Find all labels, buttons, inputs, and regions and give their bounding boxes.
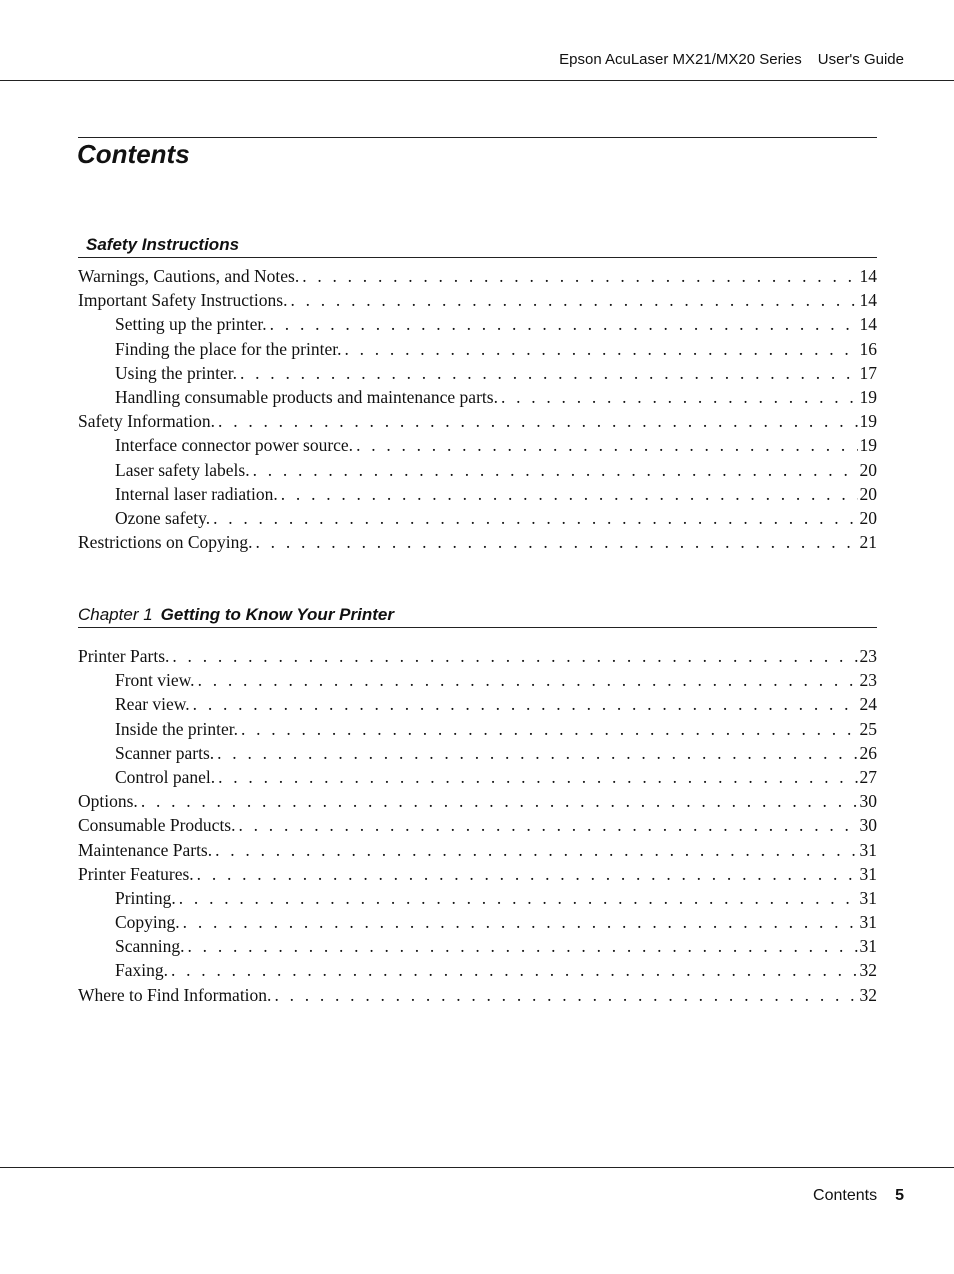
- chapter-label: Chapter 1: [78, 605, 153, 624]
- toc-subentry[interactable]: Control panel. . . . 27: [78, 765, 877, 789]
- toc-subentry[interactable]: Interface connector power source. . . . 19: [78, 433, 877, 457]
- toc-entry[interactable]: Printer Features. . . . 31: [78, 862, 877, 886]
- toc-list-chapter-1: [78, 644, 877, 1007]
- toc-subentry[interactable]: Handling consumable products and maintenance parts. . . . 19: [78, 385, 877, 409]
- toc-subentry[interactable]: Laser safety labels. . . . 20: [78, 458, 877, 482]
- toc-subentry[interactable]: Ozone safety. . . . 20: [78, 506, 877, 530]
- toc-entry[interactable]: Maintenance Parts. . . . 31: [78, 838, 877, 862]
- toc-subentry[interactable]: Scanning. . . . 31: [78, 934, 877, 958]
- page-title: Contents: [77, 139, 190, 169]
- header-guide: User's Guide: [817, 51, 904, 68]
- toc-subentry[interactable]: Inside the printer. . . . 25: [78, 717, 877, 741]
- toc-subentry[interactable]: Scanner parts. . . . 26: [78, 741, 877, 765]
- footer-rule: [0, 1167, 954, 1168]
- page-header: [559, 51, 904, 68]
- toc-subentry[interactable]: Front view. . . . 23: [78, 668, 877, 692]
- toc-subentry[interactable]: Rear view. . . . 24: [78, 692, 877, 716]
- page-number: 5: [895, 1187, 904, 1204]
- toc-entry[interactable]: Where to Find Information. . . . 32: [78, 983, 877, 1007]
- toc-entry[interactable]: Printer Parts. . . . 23: [78, 644, 877, 668]
- toc-subentry[interactable]: Setting up the printer. . . . 14: [78, 312, 877, 336]
- footer-label: Contents: [813, 1187, 878, 1204]
- toc-list-safety: [78, 264, 877, 554]
- toc-subentry[interactable]: Using the printer. . . . 17: [78, 361, 877, 385]
- toc-subentry[interactable]: Faxing. . . . 32: [78, 958, 877, 982]
- toc-entry[interactable]: Options. . . . 30: [78, 789, 877, 813]
- toc-entry[interactable]: Consumable Products. . . . 30: [78, 813, 877, 837]
- toc-subentry[interactable]: Finding the place for the printer. . . . 16: [78, 337, 877, 361]
- toc-subentry[interactable]: Internal laser radiation. . . . 20: [78, 482, 877, 506]
- toc-entry[interactable]: Restrictions on Copying. . . . 21: [78, 530, 877, 554]
- section-heading-chapter-1: [78, 604, 877, 628]
- toc-entry[interactable]: Important Safety Instructions. . . . 14: [78, 288, 877, 312]
- section-title: Getting to Know Your Printer: [160, 605, 394, 624]
- section-title: Safety Instructions: [86, 235, 240, 254]
- toc-entry[interactable]: Safety Information. . . . 19: [78, 409, 877, 433]
- toc-subentry[interactable]: Copying. . . . 31: [78, 910, 877, 934]
- header-product: Epson AcuLaser MX21/MX20 Series: [559, 51, 802, 68]
- toc-subentry[interactable]: Printing. . . . 31: [78, 886, 877, 910]
- section-heading-safety: [78, 234, 877, 258]
- toc-entry[interactable]: Warnings, Cautions, and Notes. . . . 14: [78, 264, 877, 288]
- page-footer: [813, 1187, 904, 1205]
- header-rule: [0, 80, 954, 81]
- title-rule: [78, 137, 877, 138]
